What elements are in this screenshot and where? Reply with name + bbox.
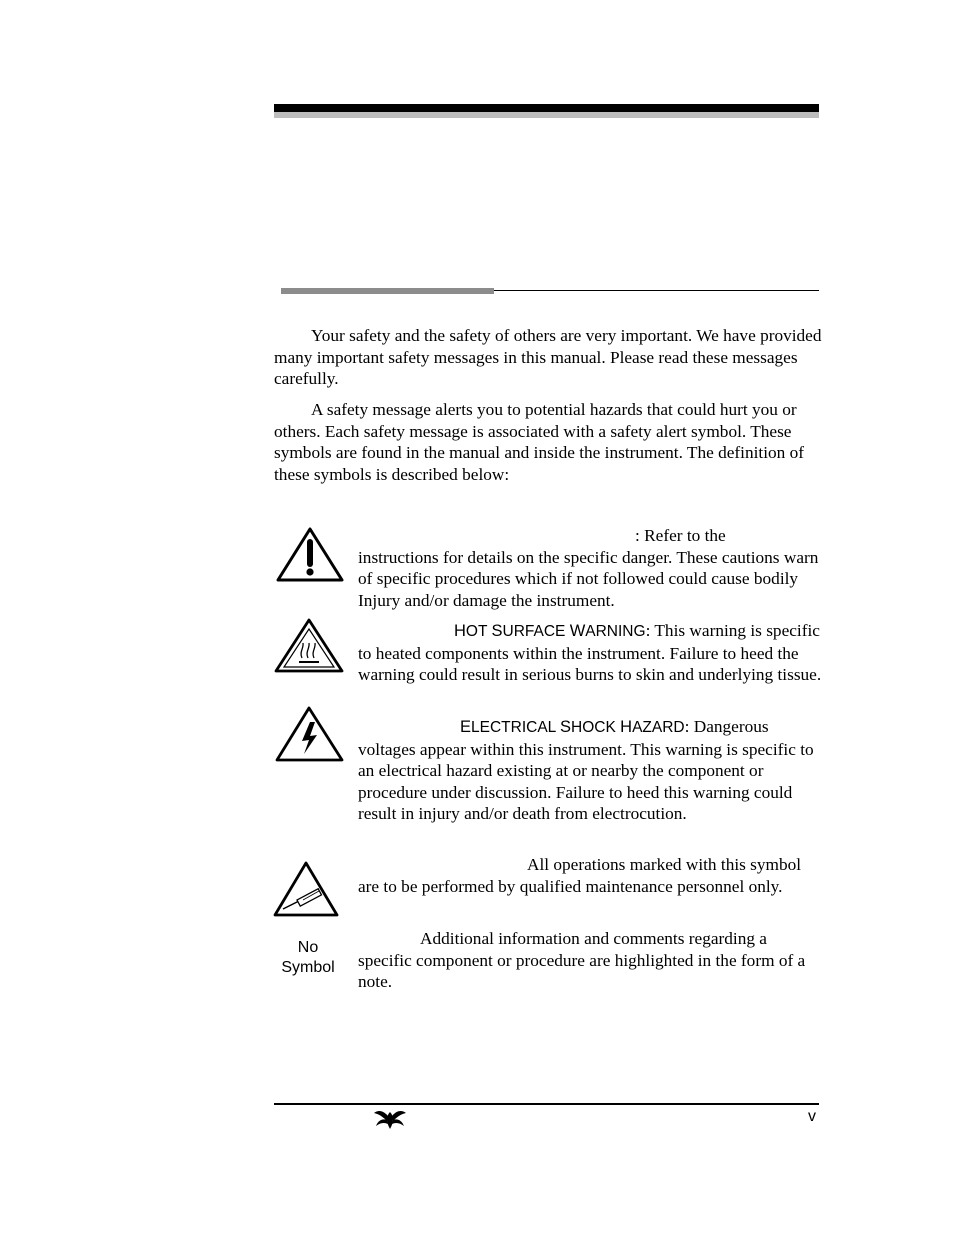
electrical-shock-hazard-label: ELECTRICAL SHOCK HAZARD <box>460 718 685 736</box>
intro-paragraph-1: Your safety and the safety of others are very important. We have provided many important safety messages in this manual. Please read these messages carefully. <box>274 326 822 388</box>
no-symbol-label: No Symbol <box>281 939 335 976</box>
hot-surface-warning-label: HOT SURFACE WARNING <box>454 622 646 640</box>
general-warning-text: : Refer to the instructions for details on the specific danger. These cautions warn of specific procedures which if not followed could cause bodily Injury and/or damage the instrument. <box>358 526 819 610</box>
section-rule-line <box>494 290 819 291</box>
section-rule-grey <box>281 288 494 294</box>
intro-paragraph-2: A safety message alerts you to potential hazards that could hurt you or others. Each safety message is associated with a safety alert symbol. These symbols are found in the manual and inside the instrument. The definition of these symbols is described below: <box>274 400 805 484</box>
header-bar-black <box>274 104 819 112</box>
hot-surface-warning-icon <box>273 617 345 675</box>
page-number: v <box>808 1108 816 1125</box>
hot-surface-warning-text: HOT SURFACE WARNING: This warning is specific to heated components within the instrument. Failure to heed the warning could result in serious burns to skin and underlying tissue. <box>358 621 822 684</box>
teledyne-logo-icon <box>373 1108 407 1130</box>
footer-rule <box>274 1103 819 1105</box>
general-warning-icon <box>273 526 345 582</box>
electrical-shock-hazard-text: ELECTRICAL SHOCK HAZARD: Dangerous voltages appear within this instrument. This warning is specific to an electrical hazard existing at or nearby the component or procedure under discussion. Failure to heed this warning could result in injury and/or death from electrocution. <box>358 717 814 823</box>
technician-symbol-text: All operations marked with this symbol are to be performed by qualified maintenance personnel only. <box>358 855 802 896</box>
header-bar-grey <box>274 112 819 118</box>
technician-symbol-icon <box>273 860 345 918</box>
note-text: Additional information and comments regarding a specific component or procedure are highlighted in the form of a note. <box>358 929 806 991</box>
electrical-shock-hazard-icon <box>273 705 345 763</box>
